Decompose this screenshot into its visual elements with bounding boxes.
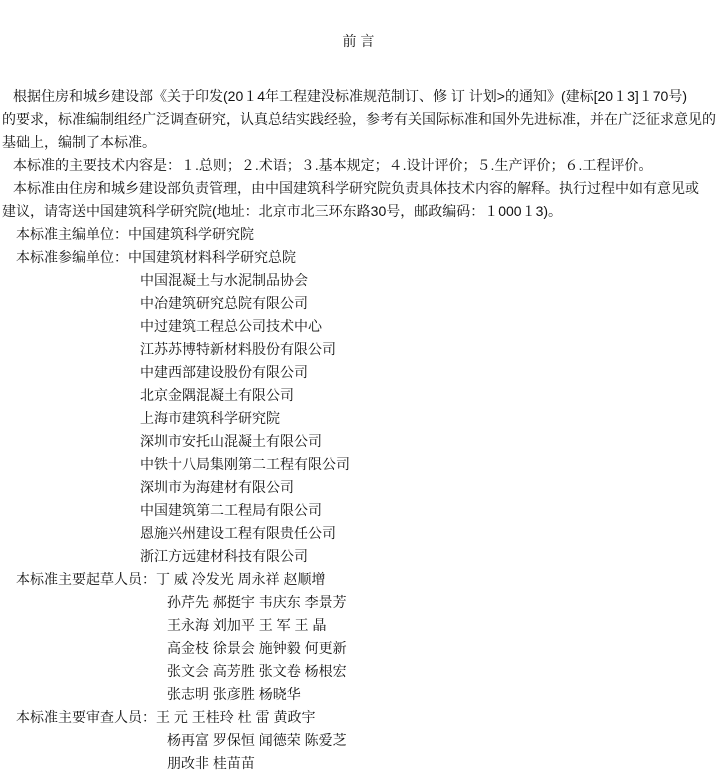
participating-units-list <box>0 269 717 568</box>
chief-editor-line <box>0 223 717 246</box>
paragraph-intro <box>0 85 717 154</box>
paragraph-line: 本标准由住房和城乡建设部负责管理，由中国建筑科学研究院负责具体技术内容的解释。执行过程中如有意见或 <box>13 180 699 196</box>
participating-unit: 中建西部建设股份有限公司 <box>140 364 308 380</box>
participating-unit: 中国建筑材料科学研究总院 <box>128 249 296 265</box>
reviewers-label: 本标准主要审查人员： <box>16 709 156 725</box>
participating-unit: 深圳市为海建材有限公司 <box>140 479 294 495</box>
paragraph-management <box>0 177 717 223</box>
drafters-names: 高金枝 徐景会 施钟毅 何更新 <box>167 640 347 656</box>
drafters-names: 王永海 刘加平 王 军 王 晶 <box>167 617 327 633</box>
drafters-label: 本标准主要起草人员： <box>16 571 156 587</box>
participating-unit: 深圳市安托山混凝土有限公司 <box>140 433 322 449</box>
participating-unit: 中冶建筑研究总院有限公司 <box>140 295 308 311</box>
participating-unit: 北京金隅混凝土有限公司 <box>140 387 294 403</box>
reviewers-label-line <box>0 706 717 729</box>
drafters-names: 张文会 高芳胜 张文卷 杨根宏 <box>167 663 347 679</box>
participating-label-line <box>0 246 717 269</box>
reviewers-names: 王 元 王桂玲 杜 雷 黄政宇 <box>156 709 316 725</box>
drafters-label-line <box>0 568 717 591</box>
reviewers-names: 杨再富 罗保恒 闻德荣 陈爱芝 <box>167 732 347 748</box>
paragraph-line: 基础上，编制了本标准。 <box>2 134 156 150</box>
participating-units-block <box>0 246 717 568</box>
paragraph-line: 的要求，标准编制组经广泛调查研究，认真总结实践经验，参考有关国际标准和国外先进标准，并在广泛征求意见的 <box>2 111 716 127</box>
participating-label: 本标准参编单位： <box>16 249 128 265</box>
drafters-list <box>0 591 717 706</box>
reviewers-list <box>0 729 717 775</box>
participating-unit: 浙江方远建材科技有限公司 <box>140 548 308 564</box>
participating-unit: 上海市建筑科学研究院 <box>140 410 280 426</box>
paragraph-line: 建议，请寄送中国建筑科学研究院(地址：北京市北三环东路30号，邮政编码：１000１3)。 <box>2 203 563 219</box>
participating-unit: 中国建筑第二工程局有限公司 <box>140 502 322 518</box>
chief-editor-label: 本标准主编单位： <box>16 226 128 242</box>
chief-editor-unit: 中国建筑科学研究院 <box>128 226 254 242</box>
paragraph-contents <box>0 154 717 177</box>
participating-unit: 江苏苏博特新材料股份有限公司 <box>140 341 336 357</box>
drafters-names: 孙芹先 郝挺宇 韦庆东 李景芳 <box>167 594 347 610</box>
document-body <box>0 85 717 775</box>
reviewers-names: 朋改非 桂苗苗 <box>167 755 255 771</box>
paragraph-line: 根据住房和城乡建设部《关于印发(20１4年工程建没标准规范制订、修 订 计划>的通知》(建标[20１3]１70号) <box>13 88 688 104</box>
participating-unit: 中铁十八局集刚第二工程有限公司 <box>140 456 350 472</box>
paragraph-line: 本标准的主要技术内容是：１.总则；２.术语；３.基本规定；４.设计评价；５.生产评价；６.工程评价。 <box>13 157 653 173</box>
participating-unit: 恩施兴州建设工程有限贵任公司 <box>140 525 336 541</box>
drafters-block <box>0 568 717 706</box>
participating-unit: 中国混凝土与水泥制品协会 <box>140 272 308 288</box>
drafters-names: 张志明 张彦胜 杨晓华 <box>167 686 301 702</box>
participating-unit: 中过建筑工程总公司技术中心 <box>140 318 322 334</box>
page-title: 前 言 <box>342 33 375 49</box>
chief-editor-block <box>0 223 717 246</box>
drafters-names: 丁 威 冷发光 周永祥 赵顺增 <box>156 571 326 587</box>
reviewers-block <box>0 706 717 775</box>
